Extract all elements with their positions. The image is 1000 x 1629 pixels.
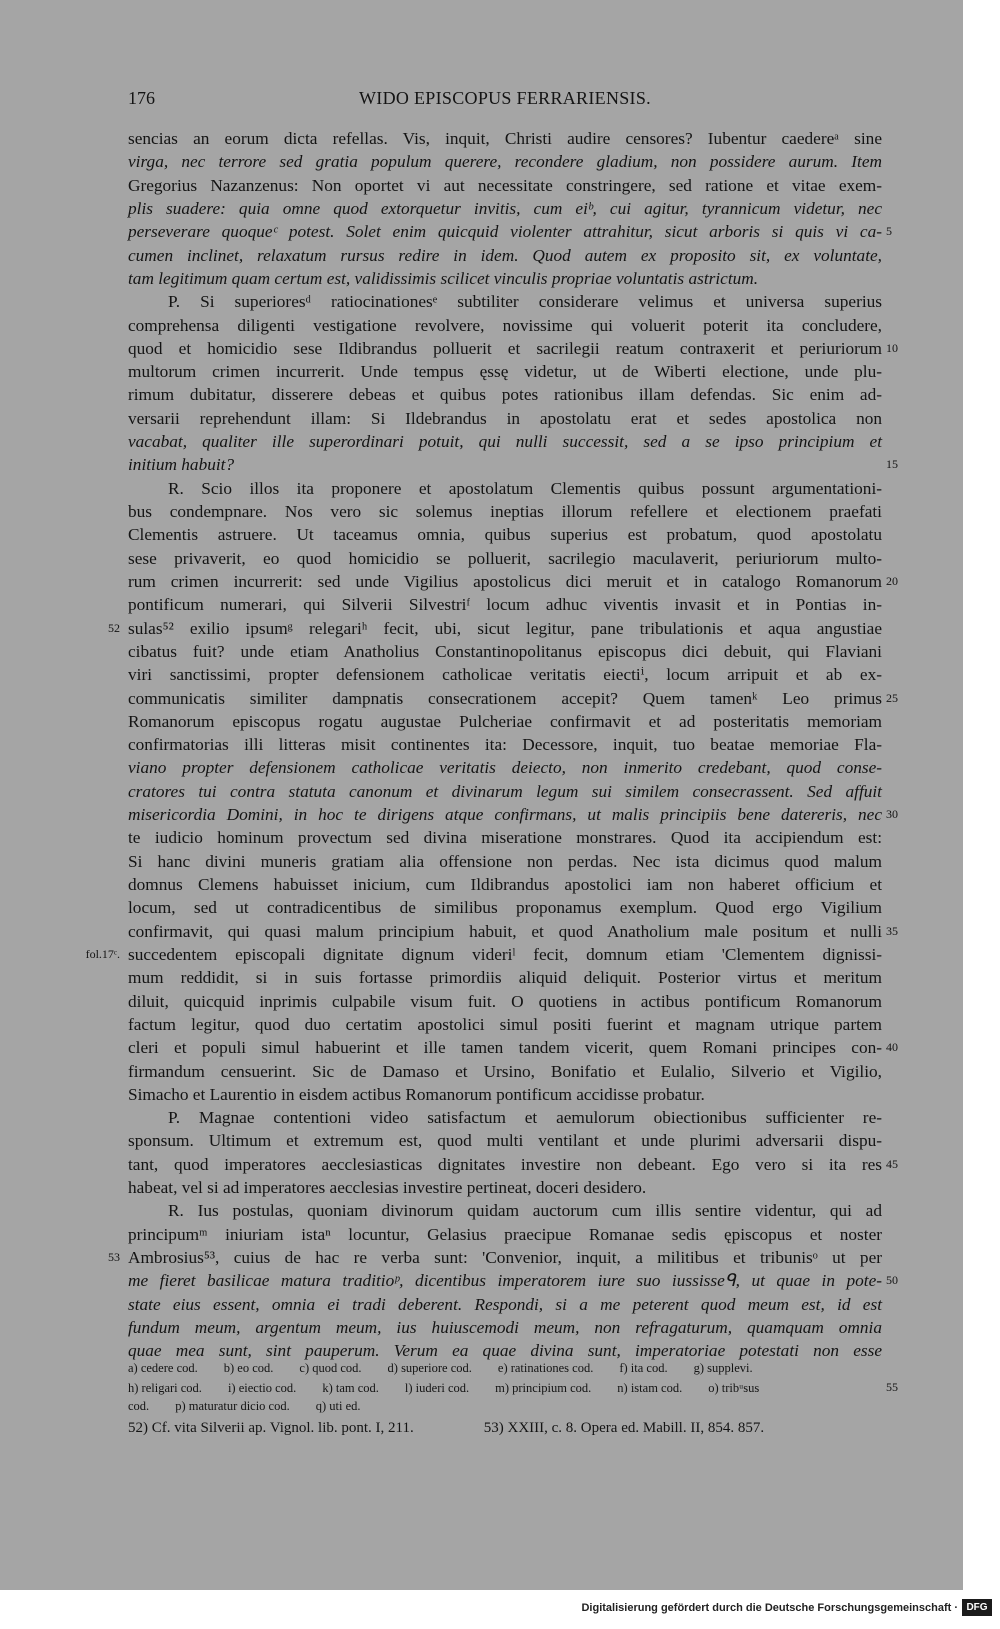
line-text: plis suadere: quia omne quod extorquetur invitis, cum eiᵇ, cui agitur, tyrannicum videtur, nec xyxy=(128,198,882,218)
line-text: P. Si superioresᵈ ratiocinationesᵉ subtiliter considerare velimus et universa superius xyxy=(168,292,882,312)
line-text: Si hanc divini muneris gratiam alia offensione non perdas. Nec ista dicimus quod malum xyxy=(128,851,882,871)
text-line xyxy=(128,337,898,360)
line-text: sese privaverit, eo quod homicidio se polluerit, sacrilegio maculaverit, periuriorum multo- xyxy=(128,548,882,568)
line-text: initium habuit? xyxy=(128,455,235,475)
text-line xyxy=(128,1269,898,1292)
text-line xyxy=(128,733,882,756)
line-text: misericordia Domini, in hoc te dirigens atque confirmans, ut malis principiis bene datereris, nec xyxy=(128,805,882,825)
text-line xyxy=(128,127,882,150)
line-text: virga, nec terrore sed gratia populum querere, recondere gladium, non possidere aurum. Item xyxy=(128,152,882,172)
footer-band xyxy=(0,1590,1000,1629)
line-text: perseverare quoqueᶜ potest. Solet enim quicquid violenter attrahitur, sicut arboris si quis vi ca- xyxy=(128,222,882,242)
line-number: 25 xyxy=(886,690,898,705)
reference-note: 53) XXIII, c. 8. Opera ed. Mabill. II, 854. 857. xyxy=(483,1420,765,1436)
line-text: cibatus fuit? unde etiam Anatholius Constantinopolitanus episcopus dici debuit, qui Flaviani xyxy=(128,641,882,661)
line-text: factum legitur, quod duo certatim apostolici simul positi fuerint et magnam utrique partem xyxy=(128,1014,882,1034)
text-line xyxy=(128,896,882,919)
text-line xyxy=(128,197,882,220)
text-line xyxy=(128,663,882,686)
line-text: vacabat, qualiter ille superordinari potuit, qui nulli successit, sed a se ipso principium et xyxy=(128,432,882,452)
footnotes-row-3 xyxy=(128,1396,882,1416)
text-line xyxy=(128,174,882,197)
text-line xyxy=(128,1129,882,1152)
line-number: 45 xyxy=(886,1156,898,1171)
text-line xyxy=(128,1153,898,1176)
line-number: 35 xyxy=(886,923,898,938)
text-line xyxy=(128,1013,882,1036)
footnote: n) istam cod. xyxy=(617,1381,683,1395)
line-text: rum crimen incurrerit: sed unde Vigilius apostolicus dici meruit et in catalogo Romanorum xyxy=(128,571,882,591)
line-text: mum reddidit, si in suis fortasse primordiis aliquid deliquit. Posterior virtus et meritum xyxy=(128,968,882,988)
text-line xyxy=(128,290,882,313)
text-line xyxy=(128,966,882,989)
line-number: 20 xyxy=(886,573,898,588)
footnote: f) ita cod. xyxy=(619,1361,668,1375)
text-line xyxy=(108,617,882,640)
page-number: 176 xyxy=(128,88,155,108)
line-number: 30 xyxy=(886,807,898,822)
line-text: fundum meum, argentum meum, ius huiuscemodi meum, non refragaturum, quamquam omnia xyxy=(128,1317,882,1337)
text-line xyxy=(128,1083,882,1106)
text-line xyxy=(128,850,882,873)
line-text: quod et homicidio sese Ildibrandus polluerit et sacrilegii reatum contraxerit et periuriorum xyxy=(128,338,882,358)
line-text: comprehensa diligenti vestigatione revolvere, novissime qui voluerit poterit ita concludere, xyxy=(128,315,882,335)
line-text: sponsum. Ultimum et extremum est, quod multi ventilant et unde plurimi adversarii dispu- xyxy=(128,1131,882,1151)
line-text: confirmavit, qui quasi malum principium habuit, et quod Anatholium male positum et nulli xyxy=(128,921,882,941)
line-number: 50 xyxy=(886,1273,898,1288)
line-text: succedentem episcopali dignitate dignum videriˡ fecit, domnum etiam 'Clementem dignissi- xyxy=(128,944,882,964)
footnote: h) religari cod. xyxy=(128,1381,202,1395)
footnote: d) superiore cod. xyxy=(387,1361,472,1375)
text-line xyxy=(128,244,882,267)
text-line xyxy=(128,826,882,849)
text-line xyxy=(128,407,882,430)
footnote: i) eiectio cod. xyxy=(227,1381,297,1395)
references xyxy=(128,1418,882,1438)
footnote: g) supplevi. xyxy=(693,1361,753,1375)
page-header xyxy=(128,88,882,112)
footnote: b) eo cod. xyxy=(223,1361,274,1375)
text-line xyxy=(128,1199,882,1222)
footnote: m) principium cod. xyxy=(495,1381,592,1395)
line-text: rimum dubitatur, disserere debeas et quibus potes rationibus illam defendas. Sic enim ad- xyxy=(128,385,882,405)
text-line xyxy=(128,220,892,243)
text-line xyxy=(128,314,882,337)
footnote: e) ratinationes cod. xyxy=(497,1361,594,1375)
text-line xyxy=(128,803,898,826)
line-number: 5 xyxy=(886,224,892,239)
line-text: Gregorius Nazanzenus: Non oportet vi aut necessitate constringere, sed ratione et vitae exem- xyxy=(128,175,882,195)
line-text: R. Scio illos ita proponere et apostolatum Clementis quibus possunt argumentationi- xyxy=(168,478,882,498)
line-text: sencias an eorum dicta refellas. Vis, inquit, Christi audire censores? Iubentur caedereᵃ sine xyxy=(128,129,882,148)
line-number: 55 xyxy=(886,1380,898,1394)
text-line xyxy=(128,1060,882,1083)
line-text: principumᵐ iniuriam istaⁿ locuntur, Gelasius praecipue Romanae sedis ępiscopus et noster xyxy=(128,1224,882,1244)
line-text: me fieret basilicae matura traditioᵖ, dicentibus imperatorem iure suo iussisseᑫ, ut quae in pote- xyxy=(128,1271,882,1291)
footnote: l) iuderi cod. xyxy=(404,1381,470,1395)
line-text: cleri et populi simul habuerint et ille tamen tandem vicerit, quem Romani principes con- xyxy=(128,1038,882,1058)
text-line xyxy=(128,1176,882,1199)
text-line xyxy=(128,1293,882,1316)
footnote: c) quod cod. xyxy=(299,1361,362,1375)
footnote: a) cedere cod. xyxy=(128,1361,198,1375)
line-number: 15 xyxy=(886,457,898,472)
line-text: communicatis similiter dampnatis consecrationem accepit? Quem tamenᵏ Leo primus xyxy=(128,688,882,708)
line-text: Clementis astruere. Ut taceamus omnia, quibus superius est probatum, quod apostolatu xyxy=(128,525,882,545)
text-line xyxy=(85,943,882,966)
margin-note: 52 xyxy=(108,620,120,635)
text-line xyxy=(128,477,882,500)
text-line xyxy=(128,1316,882,1339)
line-text: bus condempnare. Nos vero sic solemus ineptias illorum refellere et electionem praefati xyxy=(128,502,882,521)
main-text xyxy=(85,127,898,1363)
footnote: p) maturatur dicio cod. xyxy=(175,1399,290,1413)
text-line xyxy=(128,570,898,593)
text-line xyxy=(128,267,882,290)
text-line xyxy=(128,430,882,453)
line-text: tam legitimum quam certum est, validissimis scilicet vinculis propriae voluntatis astrictum. xyxy=(128,268,759,288)
line-text: Simacho et Laurentio in eisdem actibus Romanorum pontificum accidisse probatur. xyxy=(128,1084,705,1104)
line-text: firmandum censuerint. Sic de Damaso et Ursino, Bonifatio et Eulalio, Silverio et Vigilio, xyxy=(128,1061,882,1081)
line-number: 10 xyxy=(886,340,898,355)
line-text: versarii reprehendunt illam: Si Ildebrandus in apostolatu erat et sedes apostolica non xyxy=(128,408,882,428)
margin-note: fol.17ᶜ. xyxy=(85,946,120,961)
dfg-logo: DFG xyxy=(962,1599,992,1616)
line-text: te iudicio hominum provectum sed divina miseratione monstrares. Quod ita accipiendum est: xyxy=(128,828,882,848)
text-line xyxy=(128,150,882,173)
line-text: multorum crimen incurrerit. Unde tempus ęssę videtur, ut de Wiberti electione, unde plu- xyxy=(128,362,882,382)
reference-note: 52) Cf. vita Silverii ap. Vignol. lib. pont. I, 211. xyxy=(128,1420,414,1436)
line-text: locum, sed ut contradicentibus de similibus proponamus exemplum. Quod ergo Vigilium xyxy=(128,898,882,918)
line-text: diluit, quicquid inprimis culpabile visum fuit. O quotiens in actibus pontificum Romanorum xyxy=(128,991,882,1011)
text-line xyxy=(128,780,882,803)
text-line xyxy=(128,710,882,733)
line-text: state eius essent, omnia ei tradi deberent. Respondi, si a me peterent quod meum est, id est xyxy=(128,1294,882,1314)
line-text: viri sanctissimi, propter defensionem catholicae veritatis eiectiⁱ, locum arripuit et ab ex- xyxy=(128,665,882,685)
line-text: viano propter defensionem catholicae veritatis deiecto, non inmerito credebant, quod conse- xyxy=(128,758,882,778)
line-text: tant, quod imperatores aecclesiasticas dignitates investire non debeant. Ego vero si ita res xyxy=(128,1154,882,1174)
footnote: cod. xyxy=(128,1399,150,1413)
line-text: sulas⁵² exilio ipsumᵍ relegariʰ fecit, ubi, sicut legitur, pane tribulationis et aqua angustiae xyxy=(128,618,882,638)
line-text: R. Ius postulas, quoniam divinorum quidam auctorum cum illis sentire videntur, qui ad xyxy=(168,1201,882,1221)
line-text: quae mea sunt, sint pauperum. Verum ea quae divina sunt, imperatoriae potestati non esse xyxy=(128,1341,882,1361)
funding-credit: Digitalisierung gefördert durch die Deutsche Forschungsgemeinschaft · xyxy=(581,1602,958,1614)
line-text: domnus Clemens habuisset inicium, cum Ildibrandus apostolici iam non haberet officium et xyxy=(128,875,882,894)
text-line xyxy=(128,593,882,616)
line-text: cumen inclinet, relaxatum rursus redire in idem. Quod autem ex proposito sit, ex voluntate, xyxy=(128,245,882,265)
text-line xyxy=(128,756,882,779)
text-line xyxy=(128,990,882,1013)
line-text: habeat, vel si ad imperatores aecclesias investire pertineat, doceri desidero. xyxy=(128,1178,647,1198)
text-line xyxy=(128,500,882,523)
text-line xyxy=(108,1246,882,1269)
footnote: o) tribᵘsus xyxy=(708,1381,760,1395)
text-line xyxy=(128,920,898,943)
line-text: Ambrosius⁵³, cuius de hac re verba sunt: 'Convenior, inquit, a militibus et tribunisᵒ ut per xyxy=(128,1248,882,1267)
running-title: WIDO EPISCOPUS FERRARIENSIS. xyxy=(359,88,651,108)
line-text: confirmatorias illi litteras misit continentes ita: Decessore, inquit, tuo beatae memoriae Fla- xyxy=(128,735,882,755)
line-text: P. Magnae contentioni video satisfactum et aemulorum obiectionibus sufficienter re- xyxy=(168,1108,882,1128)
footnotes-row-2 xyxy=(128,1378,882,1398)
text-line xyxy=(128,1036,898,1059)
footnote: k) tam cod. xyxy=(322,1381,379,1395)
text-line xyxy=(128,360,882,383)
text-line xyxy=(128,1106,882,1129)
line-text: Romanorum episcopus rogatu augustae Pulcheriae confirmavit et ad posteritatis memoriam xyxy=(128,711,882,731)
footnotes-row-1 xyxy=(128,1358,882,1378)
text-line xyxy=(128,687,898,710)
margin-note: 53 xyxy=(108,1250,120,1264)
text-line xyxy=(128,383,882,406)
footnote: q) uti ed. xyxy=(315,1399,361,1413)
text-line xyxy=(128,873,882,896)
line-number: 40 xyxy=(886,1040,898,1055)
text-line xyxy=(128,453,898,476)
text-line xyxy=(128,640,882,663)
text-line xyxy=(128,1223,882,1246)
text-line xyxy=(128,523,882,546)
text-line xyxy=(128,547,882,570)
line-text: cratores tui contra statuta canonum et divinarum legum sui similem consecrassent. Sed affuit xyxy=(128,781,882,801)
line-text: pontificum numerari, qui Silverii Silvestriᶠ locum adhuc viventis invasit et in Pontias in- xyxy=(128,595,882,615)
